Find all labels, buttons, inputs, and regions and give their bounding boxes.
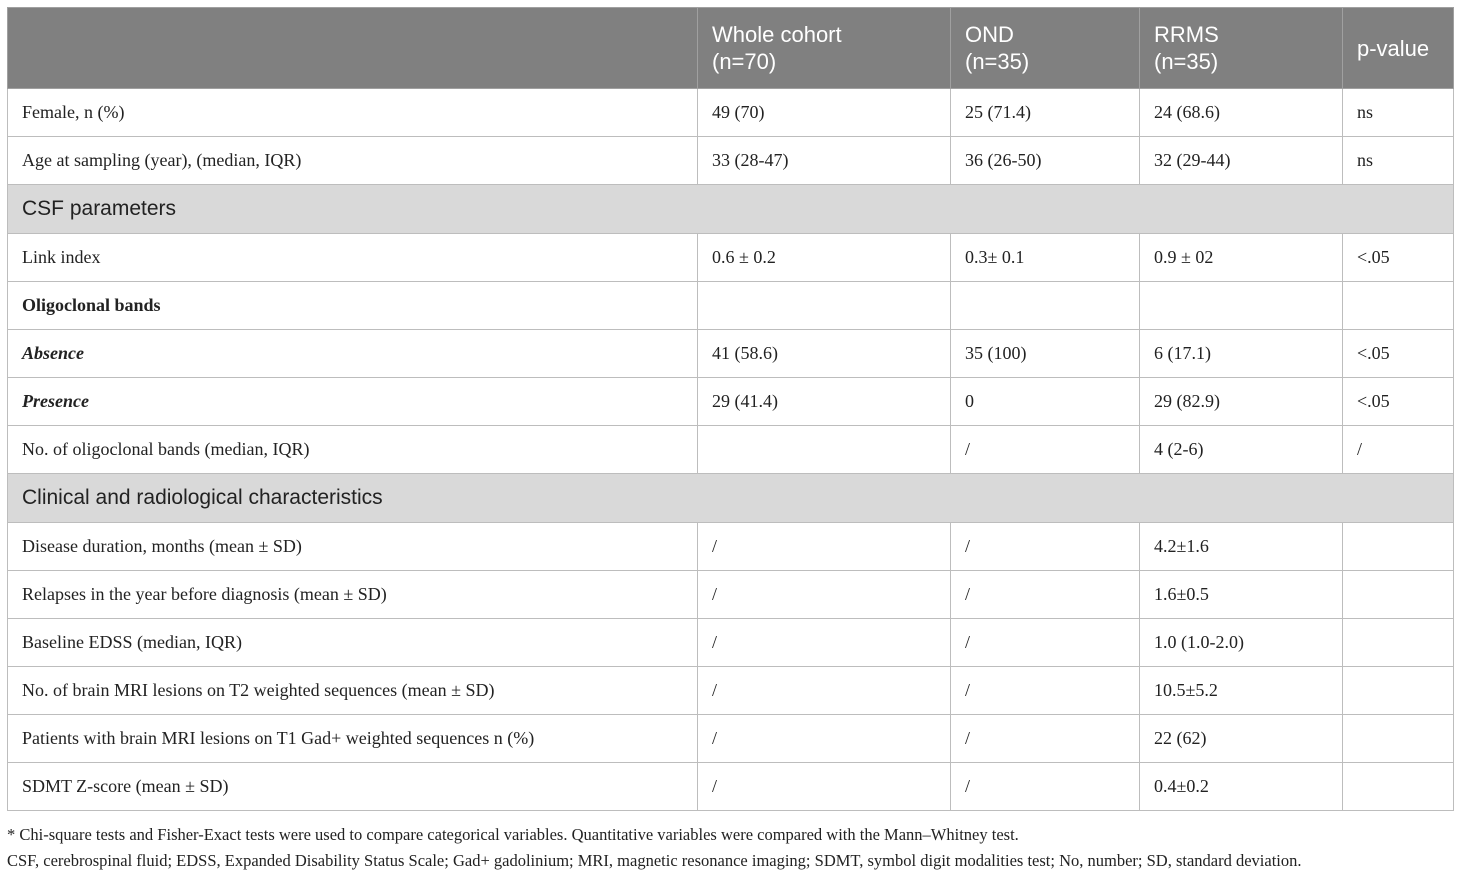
footnote-statistics: * Chi-square tests and Fisher-Exact tests were used to compare categorical variables. Quantitative variables were compared with the Mann–Whitney test. [7,825,1019,844]
table-row [8,523,1454,571]
row-label-cell: Disease duration, months (mean ± SD) [8,523,698,571]
value-cell: <.05 [1343,378,1454,426]
value-cell: / [698,523,951,571]
value-cell: 1.6±0.5 [1140,571,1343,619]
table-row [8,282,1454,330]
value-cell [1343,619,1454,667]
value-cell: / [698,715,951,763]
row-label-cell: SDMT Z-score (mean ± SD) [8,763,698,811]
value-cell: 0.3± 0.1 [951,234,1140,282]
value-cell: <.05 [1343,234,1454,282]
value-cell: 24 (68.6) [1140,89,1343,137]
table-row [8,234,1454,282]
value-cell: 33 (28-47) [698,137,951,185]
value-cell: 4.2±1.6 [1140,523,1343,571]
value-cell: 41 (58.6) [698,330,951,378]
table-row [8,89,1454,137]
value-cell: 0.6 ± 0.2 [698,234,951,282]
section-label: CSF parameters [8,185,1454,234]
table-row [8,763,1454,811]
header-cell-rrms: RRMS (n=35) [1140,8,1343,89]
value-cell: 6 (17.1) [1140,330,1343,378]
table-body [8,89,1454,811]
header-row [8,8,1454,89]
value-cell: 22 (62) [1140,715,1343,763]
value-cell: 4 (2-6) [1140,426,1343,474]
row-label-cell: Oligoclonal bands [8,282,698,330]
row-label-cell: Age at sampling (year), (median, IQR) [8,137,698,185]
value-cell [1343,282,1454,330]
value-cell: 35 (100) [951,330,1140,378]
value-cell: / [698,571,951,619]
cohort-characteristics-table [7,7,1454,811]
value-cell [1343,667,1454,715]
value-cell: / [951,571,1140,619]
value-cell: 0.9 ± 02 [1140,234,1343,282]
value-cell [1343,523,1454,571]
section-row [8,185,1454,234]
value-cell: <.05 [1343,330,1454,378]
value-cell: 25 (71.4) [951,89,1140,137]
value-cell [1140,282,1343,330]
value-cell: 29 (41.4) [698,378,951,426]
value-cell: 32 (29-44) [1140,137,1343,185]
value-cell: 49 (70) [698,89,951,137]
value-cell: 1.0 (1.0-2.0) [1140,619,1343,667]
value-cell: / [951,715,1140,763]
row-label-cell: Female, n (%) [8,89,698,137]
header-cell-p-value: p-value [1343,8,1454,89]
row-label-cell: Absence [8,330,698,378]
row-label-cell: No. of oligoclonal bands (median, IQR) [8,426,698,474]
header-cell-whole-cohort: Whole cohort (n=70) [698,8,951,89]
value-cell: ns [1343,89,1454,137]
value-cell: / [951,426,1140,474]
table-row [8,426,1454,474]
table-row [8,137,1454,185]
value-cell: 0.4±0.2 [1140,763,1343,811]
table-row [8,619,1454,667]
value-cell: / [951,667,1140,715]
value-cell: / [698,667,951,715]
table-row [8,330,1454,378]
table-row [8,667,1454,715]
row-label-cell: Patients with brain MRI lesions on T1 Gad+ weighted sequences n (%) [8,715,698,763]
row-label-cell: Link index [8,234,698,282]
value-cell: / [1343,426,1454,474]
value-cell [951,282,1140,330]
row-label-cell: Presence [8,378,698,426]
value-cell: / [951,763,1140,811]
row-label-cell: Baseline EDSS (median, IQR) [8,619,698,667]
row-label-cell: Relapses in the year before diagnosis (mean ± SD) [8,571,698,619]
value-cell: 36 (26-50) [951,137,1140,185]
table-row [8,715,1454,763]
table-row [8,571,1454,619]
value-cell [1343,571,1454,619]
value-cell [1343,715,1454,763]
table-container [7,7,1453,811]
header-cell-ond: OND (n=35) [951,8,1140,89]
value-cell [698,282,951,330]
section-label: Clinical and radiological characteristics [8,474,1454,523]
value-cell: 0 [951,378,1140,426]
footnote-abbreviations: CSF, cerebrospinal fluid; EDSS, Expanded Disability Status Scale; Gad+ gadolinium; MRI, magnetic resonance imaging; SDMT, symbol digit modalities test; No, number; SD, standard deviation. [7,851,1302,870]
value-cell [698,426,951,474]
value-cell: / [698,763,951,811]
header-cell-label [8,8,698,89]
value-cell: 10.5±5.2 [1140,667,1343,715]
value-cell: ns [1343,137,1454,185]
value-cell: / [698,619,951,667]
section-row [8,474,1454,523]
value-cell: 29 (82.9) [1140,378,1343,426]
table-row [8,378,1454,426]
row-label-cell: No. of brain MRI lesions on T2 weighted sequences (mean ± SD) [8,667,698,715]
table-footnotes [7,822,1453,874]
value-cell: / [951,523,1140,571]
value-cell [1343,763,1454,811]
value-cell: / [951,619,1140,667]
